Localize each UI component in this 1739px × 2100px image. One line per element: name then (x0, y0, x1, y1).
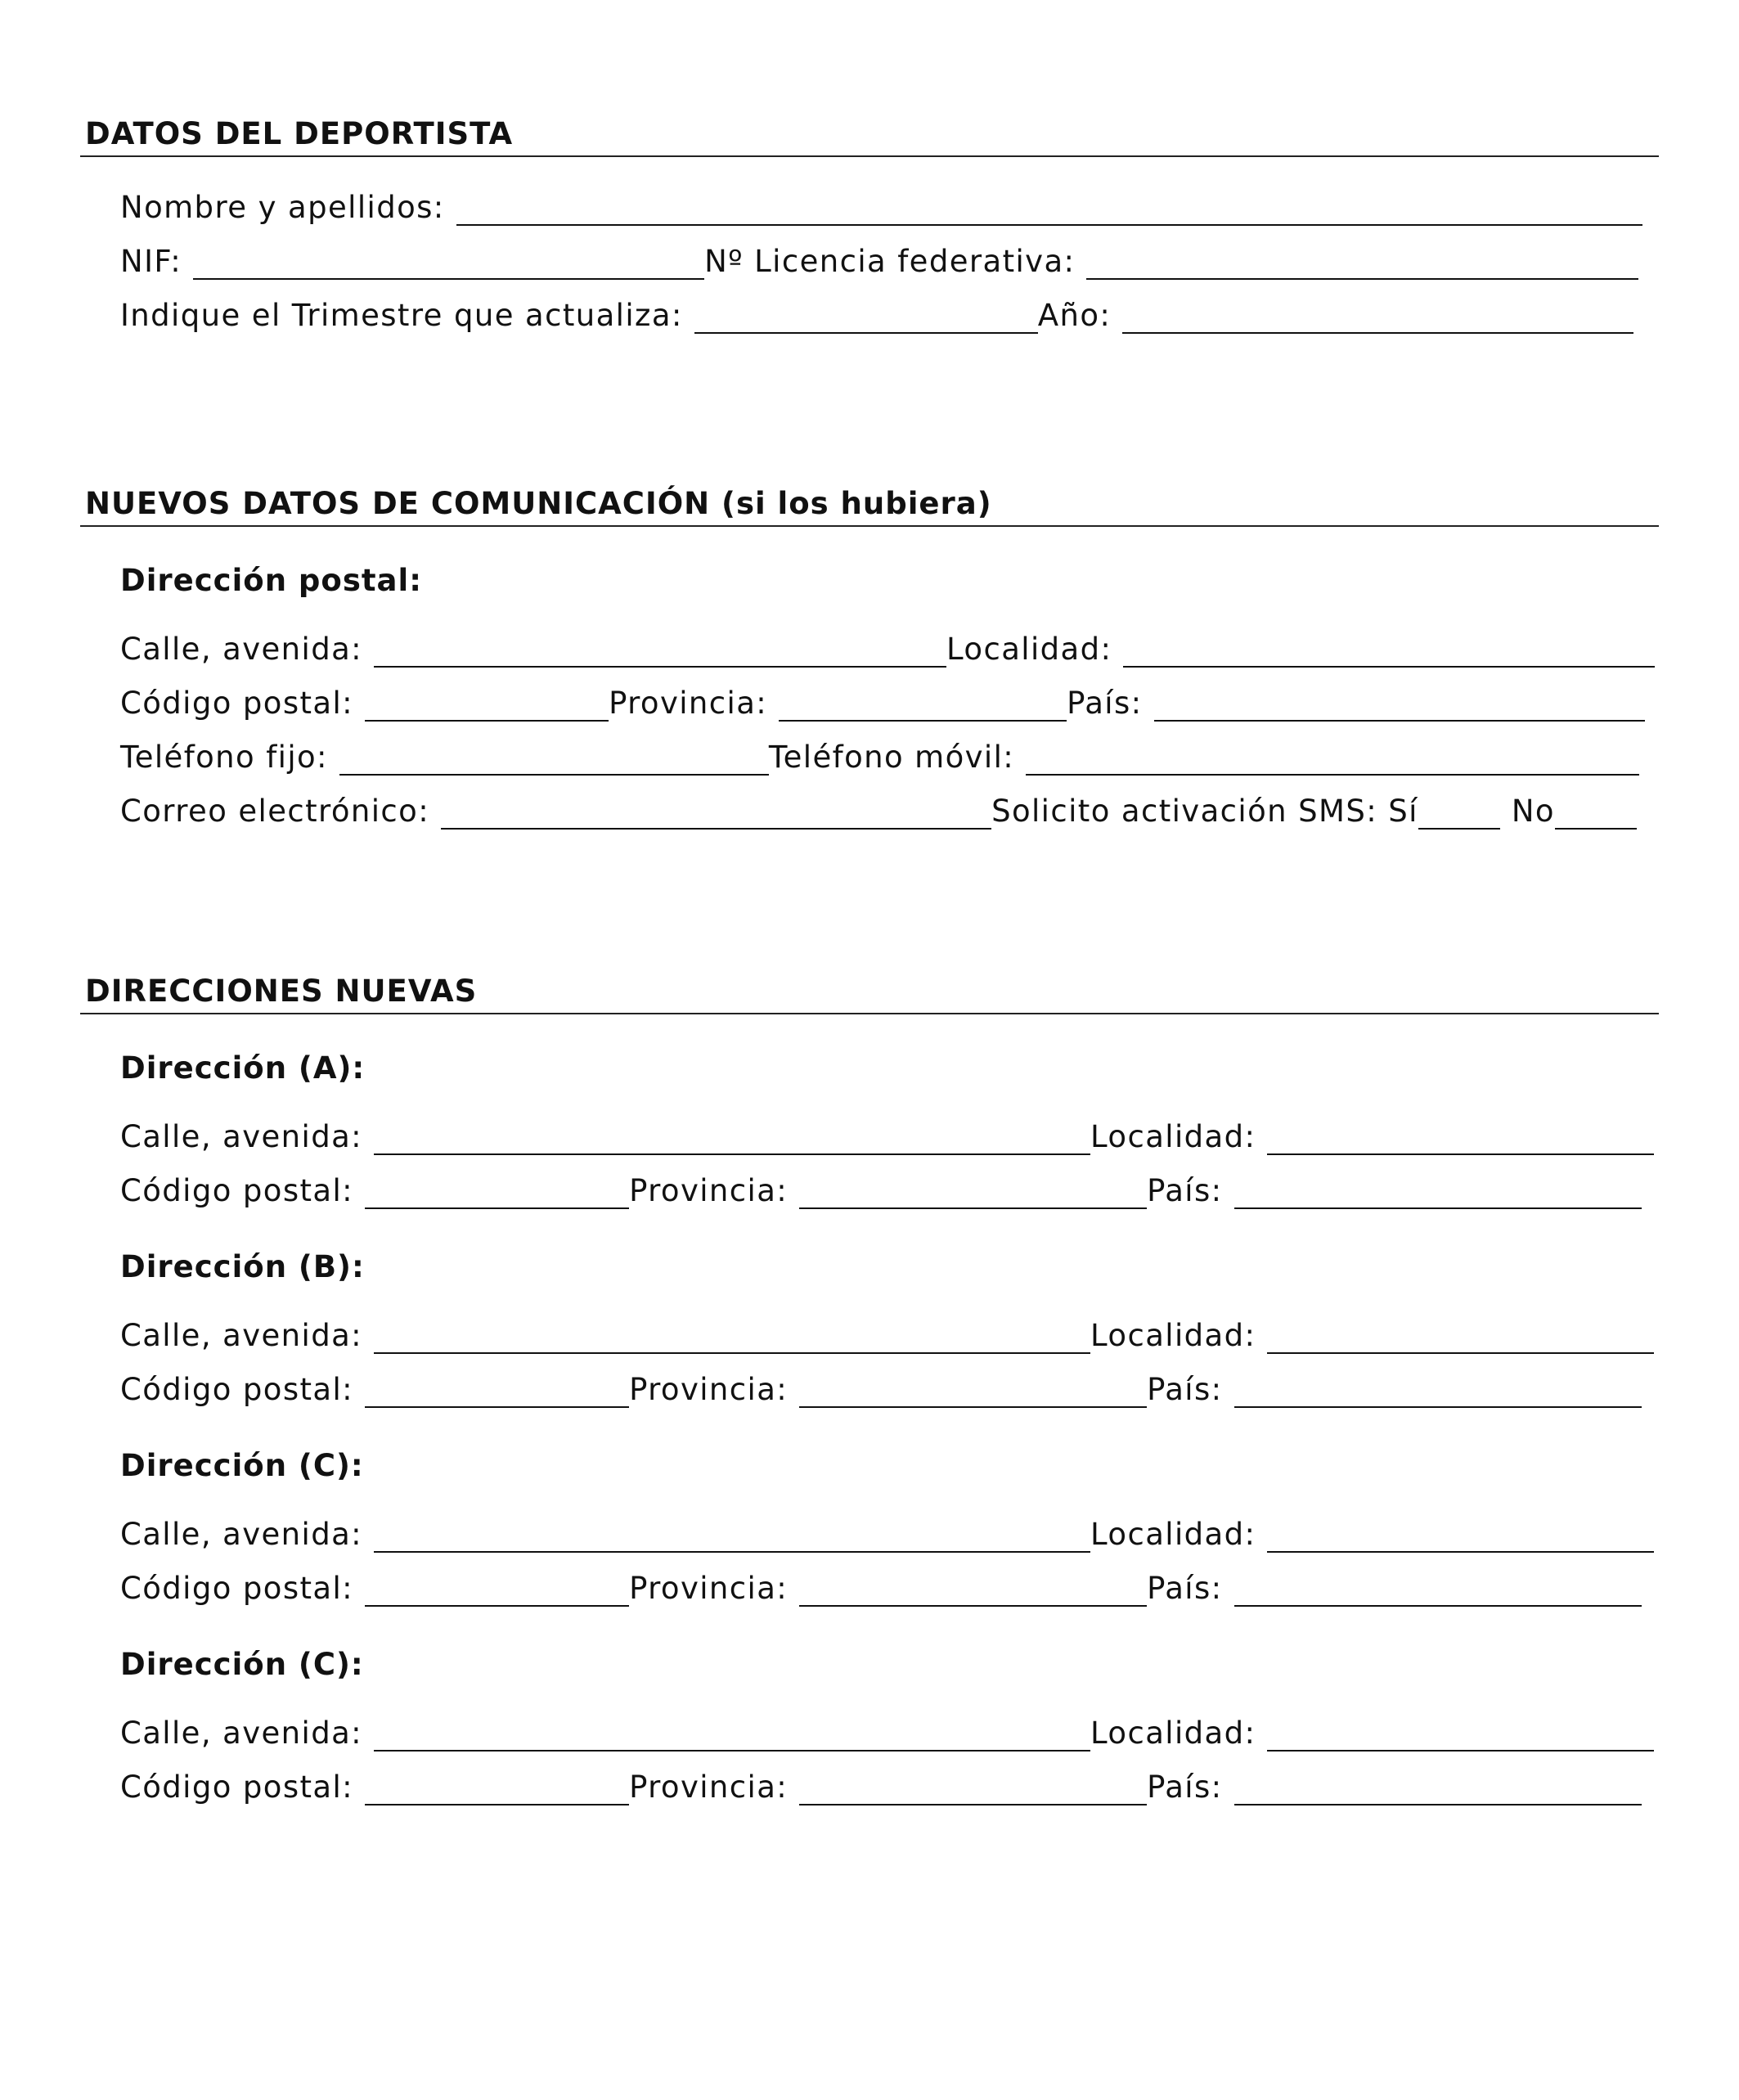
address-d-street-field[interactable] (374, 1719, 1090, 1751)
address-a-locality-field[interactable] (1267, 1122, 1654, 1155)
address-d-locality-field[interactable] (1267, 1719, 1654, 1751)
street-label: Calle, avenida: (120, 632, 363, 667)
address-b-postcode-field[interactable] (365, 1375, 629, 1408)
country-label: País: (1147, 1769, 1223, 1805)
section-title-communication: NUEVOS DATOS DE COMUNICACIÓN (si los hubiera) (85, 486, 992, 521)
address-c-country-field[interactable] (1234, 1574, 1642, 1607)
landline-field[interactable] (339, 743, 769, 776)
country-label: País: (1147, 1571, 1223, 1606)
country-label: País: (1067, 686, 1143, 721)
address-c-province-field[interactable] (799, 1574, 1147, 1607)
quarter-label: Indique el Trimestre que actualiza: (120, 298, 683, 333)
address-a-country-field[interactable] (1234, 1176, 1642, 1209)
license-label: Nº Licencia federativa: (704, 244, 1076, 279)
address-b-province-field[interactable] (799, 1375, 1147, 1408)
name-row (120, 190, 1642, 229)
address-d-postcode-row (120, 1769, 1642, 1809)
address-d-province-field[interactable] (799, 1773, 1147, 1805)
address-d-country-field[interactable] (1234, 1773, 1642, 1805)
sms-no-field[interactable] (1555, 797, 1637, 830)
locality-label: Localidad: (1090, 1517, 1256, 1552)
locality-label: Localidad: (946, 632, 1112, 667)
address-a-province-field[interactable] (799, 1176, 1147, 1209)
section-divider (80, 155, 1659, 157)
address-a-street-row (120, 1119, 1654, 1158)
section-title-athlete: DATOS DEL DEPORTISTA (85, 116, 514, 151)
section-divider (80, 525, 1659, 527)
address-b-street-row (120, 1318, 1654, 1357)
locality-label: Localidad: (1090, 1119, 1256, 1154)
address-c-locality-field[interactable] (1267, 1520, 1654, 1553)
province-field[interactable] (779, 689, 1067, 722)
section-title-new-addresses: DIRECCIONES NUEVAS (85, 974, 478, 1009)
postcode-label: Código postal: (120, 686, 354, 721)
phone-row (120, 740, 1639, 779)
quarter-row (120, 298, 1633, 337)
address-b-country-field[interactable] (1234, 1375, 1642, 1408)
address-d-street-row (120, 1716, 1654, 1755)
address-d-heading: Dirección (C): (120, 1647, 364, 1682)
address-d-postcode-field[interactable] (365, 1773, 629, 1805)
postal-address-heading: Dirección postal: (120, 563, 422, 598)
sms-yes-field[interactable] (1418, 797, 1500, 830)
street-row (120, 632, 1655, 671)
mobile-field[interactable] (1026, 743, 1639, 776)
landline-label: Teléfono fijo: (120, 740, 328, 775)
country-label: País: (1147, 1173, 1223, 1208)
license-field[interactable] (1086, 247, 1638, 280)
country-label: País: (1147, 1372, 1223, 1407)
email-row (120, 794, 1637, 833)
address-c-street-field[interactable] (374, 1520, 1090, 1553)
quarter-field[interactable] (694, 301, 1038, 334)
postcode-row (120, 686, 1645, 725)
nif-label: NIF: (120, 244, 182, 279)
name-field[interactable] (456, 193, 1642, 226)
street-label: Calle, avenida: (120, 1517, 363, 1552)
email-field[interactable] (441, 797, 991, 830)
address-b-street-field[interactable] (374, 1321, 1090, 1354)
postcode-label: Código postal: (120, 1571, 354, 1606)
province-label: Provincia: (629, 1372, 789, 1407)
province-label: Provincia: (629, 1173, 789, 1208)
address-a-postcode-field[interactable] (365, 1176, 629, 1209)
email-label: Correo electrónico: (120, 794, 430, 829)
province-label: Provincia: (629, 1769, 789, 1805)
postcode-label: Código postal: (120, 1769, 354, 1805)
address-b-heading: Dirección (B): (120, 1249, 365, 1284)
nif-field[interactable] (193, 247, 704, 280)
address-c-postcode-field[interactable] (365, 1574, 629, 1607)
address-a-postcode-row (120, 1173, 1642, 1212)
name-label: Nombre y apellidos: (120, 190, 445, 225)
street-label: Calle, avenida: (120, 1119, 363, 1154)
sms-no-label: No (1511, 794, 1555, 829)
mobile-label: Teléfono móvil: (768, 740, 1015, 775)
section-divider (80, 1013, 1659, 1014)
province-label: Provincia: (629, 1571, 789, 1606)
postcode-label: Código postal: (120, 1372, 354, 1407)
year-field[interactable] (1122, 301, 1633, 334)
sms-label: Solicito activación SMS: Sí (991, 794, 1418, 829)
address-c-postcode-row (120, 1571, 1642, 1610)
street-field[interactable] (374, 635, 946, 668)
address-b-locality-field[interactable] (1267, 1321, 1654, 1354)
address-a-street-field[interactable] (374, 1122, 1090, 1155)
nif-row (120, 244, 1638, 283)
postcode-label: Código postal: (120, 1173, 354, 1208)
province-label: Provincia: (609, 686, 768, 721)
street-label: Calle, avenida: (120, 1318, 363, 1353)
locality-label: Localidad: (1090, 1716, 1256, 1751)
locality-field[interactable] (1123, 635, 1655, 668)
address-c-heading: Dirección (C): (120, 1448, 364, 1483)
address-a-heading: Dirección (A): (120, 1050, 366, 1086)
country-field[interactable] (1154, 689, 1645, 722)
postcode-field[interactable] (365, 689, 609, 722)
year-label: Año: (1037, 298, 1112, 333)
locality-label: Localidad: (1090, 1318, 1256, 1353)
address-b-postcode-row (120, 1372, 1642, 1411)
street-label: Calle, avenida: (120, 1716, 363, 1751)
address-c-street-row (120, 1517, 1654, 1556)
